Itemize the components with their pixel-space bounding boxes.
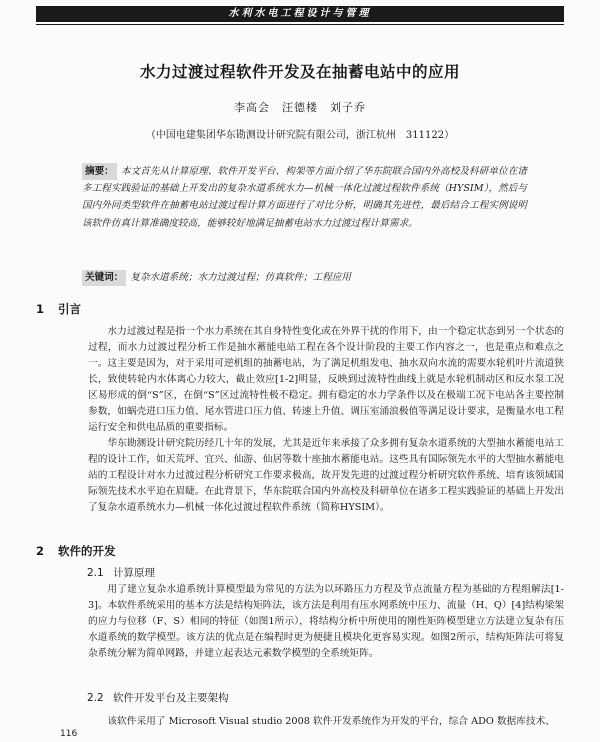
paper-title: 水力过渡过程软件开发及在抽蓄电站中的应用 [139,63,460,81]
journal-header: 水利水电工程设计与管理 [36,6,564,22]
subsection-title: 软件开发平台及主要架构 [113,692,229,704]
keywords-text: 复杂水道系统；水力过渡过程；仿真软件；工程应用 [130,272,352,283]
section-heading-intro [36,301,81,317]
subsection-heading-principle [87,565,155,580]
page-number: 116 [60,729,78,739]
subsection-title: 计算原理 [113,567,155,579]
subsection-heading-platform [87,690,229,705]
method-paragraph: 用了建立复杂水道系统计算模型最为常见的方法为以环路压力方程及节点流量方程为基础的方程组解法[1-3]。本软件系统采用的基本方法是结构矩阵法，该方法是利用有压水网系统中压力、流量（H、Q）[4]结构梁架的应力与位移（F、S）相同的特征（如图1所示），将结构分析中所使用的刚性矩阵模型建立方法建立复杂有压水道系统的数学模型。该方法的优点是在编程时更为便捷且模块化更容易实现。如图2所示，结构矩阵法可将复杂系统分解为简单网路，并建立起表达元素数学模型的全系统矩阵。 [88,584,564,659]
keywords-label: 关键词： [82,270,126,286]
intro-paragraph-1: 水力过渡过程是指一个水力系统在其自身特性变化或在外界干扰的作用下，由一个稳定状态到另一个状态的过程，而水力过渡过程分析工作是抽水蓄能电站工程在各个设计阶段的主要工作内容之一，也是重点和难点之一。这主要是因为，对于采用可逆机组的抽蓄电站，为了满足机组发电、抽水双向水流的需要水轮机叶片流道狭长，致使转轮内水体离心力较大，截止效应[1-2]明显，反映到过流特性曲线上就是水轮机制动区和反水泵工况区易形成的倒“S”区，在倒“S”区过流特性极不稳定。拥有稳定的水力学条件以及在极端工况下电站各主要控制参数，如蜗壳进口压力值、尾水管进口压力值、转速上升值、调压室涌浪极值等满足设计要求，是衡量水电工程运行安全和供电品质的重要指标。 [88,326,564,433]
abstract-label: 摘要： [82,163,117,180]
section-number: 1 [36,302,45,316]
subsection-number: 2.2 [87,692,104,704]
intro-paragraph-2: 华东勘测设计研究院历经几十年的发展，尤其是近年来承接了众多拥有复杂水道系统的大型抽水蓄能电站工程的设计工作，如天荒坪、宜兴、仙游、仙居等数十座抽水蓄能电站。这些具有国际领先水平的大型抽水蓄能电站的工程设计对水力过渡过程分析研究工作要求极高，故开发先进的过渡过程分析研究软件系统、培育该领域国际领先技术水平迫在眉睫。在此背景下，华东院联合国内外高校及科研单位在诸多工程实践验证的基础上开发出了复杂水道系统水力—机械一体化过渡过程软件系统（简称HYSIM）。 [88,438,564,513]
affiliation: （中国电建集团华东勘测设计研究院有限公司，浙江杭州 311122） [145,130,455,141]
abstract [82,163,527,232]
header-divider [36,24,564,25]
keywords [82,270,527,286]
section-heading-dev [36,543,116,559]
section-title: 引言 [58,302,81,316]
authors: 李高会 汪德楼 刘子乔 [234,101,366,114]
subsection-number: 2.1 [87,567,104,579]
platform-paragraph: 该软件采用了 Microsoft Visual studio 2008 软件开发系统作为开发的平台，综合 ADO 数据库技术、 [107,716,555,727]
abstract-text: 本文首先从计算原理、软件开发平台、构架等方面介绍了华东院联合国内外高校及科研单位在诸多工程实践验证的基础上开发出的复杂水道系统水力—机械一体化过渡过程软件系统（HYSIM），然后与国内外同类型软件在抽蓄电站过渡过程计算方面进行了对比分析，明确其先进性，最后结合工程实例说明该软件仿真计算准确度较高，能够较好地满足抽蓄电站水力过渡过程计算需求。 [82,166,527,229]
section-title: 软件的开发 [58,544,116,558]
section-number: 2 [36,544,45,558]
